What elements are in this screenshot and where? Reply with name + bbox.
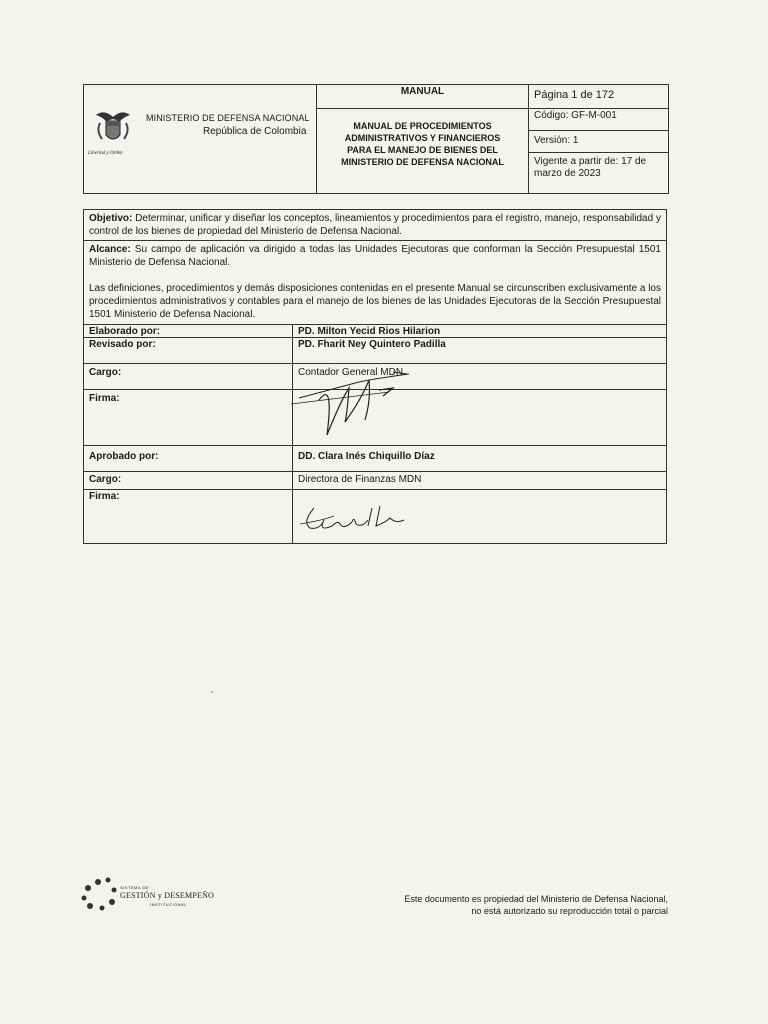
crest-caption: Libertad y Orden <box>88 151 123 156</box>
logo-text-main: GESTIÓN y DESEMPEÑO <box>120 891 215 900</box>
doc-title-line: ADMINISTRATIVOS Y FINANCIEROS <box>344 133 501 143</box>
table-row <box>84 472 666 490</box>
row-value: PD. Milton Yecid Rios Hilarion <box>298 326 441 337</box>
doc-title-line: PARA EL MANEJO DE BIENES DEL <box>347 145 498 155</box>
valid-date-line: Vigente a partir de: 17 de <box>534 156 647 167</box>
footer-line: Este documento es propiedad del Ministerio de Defensa Nacional, <box>404 894 668 904</box>
valid-date-line: marzo de 2023 <box>534 168 601 179</box>
footer-line: no está autorizado su reproducción total o parcial <box>471 906 668 916</box>
row-label: Cargo: <box>84 364 293 389</box>
objetivo-text: Determinar, unificar y diseñar los conceptos, lineamientos y procedimientos para el registro, manejo, responsabilidad y control de los bienes de propiedad del Ministerio de Defensa Nacional. <box>89 213 661 237</box>
scan-speck <box>211 691 213 693</box>
objetivo-row <box>84 210 666 241</box>
row-value: PD. Fharit Ney Quintero Padilla <box>298 339 446 350</box>
objetivo-label: Objetivo: <box>89 213 133 224</box>
document-header <box>83 84 669 194</box>
table-row <box>84 446 666 472</box>
doc-title-line: MANUAL DE PROCEDIMIENTOS <box>353 121 492 131</box>
header-meta-cell <box>529 85 668 193</box>
definiciones-text: Las definiciones, procedimientos y demás disposiciones contenidas en el presente Manual se circunscriben exclusivamente a los procedimientos administrativos y contables para el manejo de los bienes de las Unidades Ejecutoras de la Sección Presupuestal 1501 Ministerio de Defensa Nacional. <box>89 283 661 320</box>
doc-type: MANUAL <box>317 85 528 109</box>
table-row <box>84 325 666 338</box>
row-value: Directora de Finanzas MDN <box>298 474 422 485</box>
signature-cell <box>293 490 666 543</box>
alcance-label: Alcance: <box>89 244 131 255</box>
approval-table <box>83 209 667 544</box>
doc-code: Código: GF-M-001 <box>529 109 668 131</box>
row-value: DD. Clara Inés Chiquillo Díaz <box>298 451 435 462</box>
row-label: Revisado por: <box>84 338 293 363</box>
coat-of-arms-icon <box>92 107 134 145</box>
page-number: Página 1 de 172 <box>529 85 668 109</box>
row-value: Contador General MDN <box>298 367 404 378</box>
alcance-text: Su campo de aplicación va dirigido a todas las Unidades Ejecutoras que conforman la Sección Presupuestal 1501 Ministerio de Defensa Nacional. <box>89 244 661 268</box>
row-label: Elaborado por: <box>84 325 293 337</box>
table-row <box>84 390 666 446</box>
signature-approver <box>294 502 424 536</box>
doc-version: Versión: 1 <box>529 131 668 153</box>
republic-name: República de Colombia <box>203 126 307 137</box>
doc-valid-date <box>529 153 668 193</box>
signature-reviewer <box>289 360 429 440</box>
footer-notice <box>404 893 668 917</box>
row-label: Firma: <box>84 490 293 543</box>
alcance-row <box>84 241 666 325</box>
header-institution-cell <box>84 85 317 193</box>
logo-text-small: SISTEMA DE <box>120 885 150 890</box>
doc-title-line: MINISTERIO DE DEFENSA NACIONAL <box>341 157 504 167</box>
doc-title <box>317 109 528 168</box>
logo-text-sub: INSTITUCIONAL <box>150 902 187 907</box>
row-label: Aprobado por: <box>84 446 293 471</box>
table-row <box>84 490 666 543</box>
header-title-cell <box>317 85 529 193</box>
signature-cell <box>293 390 666 445</box>
ministry-name: MINISTERIO DE DEFENSA NACIONAL <box>146 113 310 123</box>
row-label: Cargo: <box>84 472 293 489</box>
row-label: Firma: <box>84 390 293 445</box>
